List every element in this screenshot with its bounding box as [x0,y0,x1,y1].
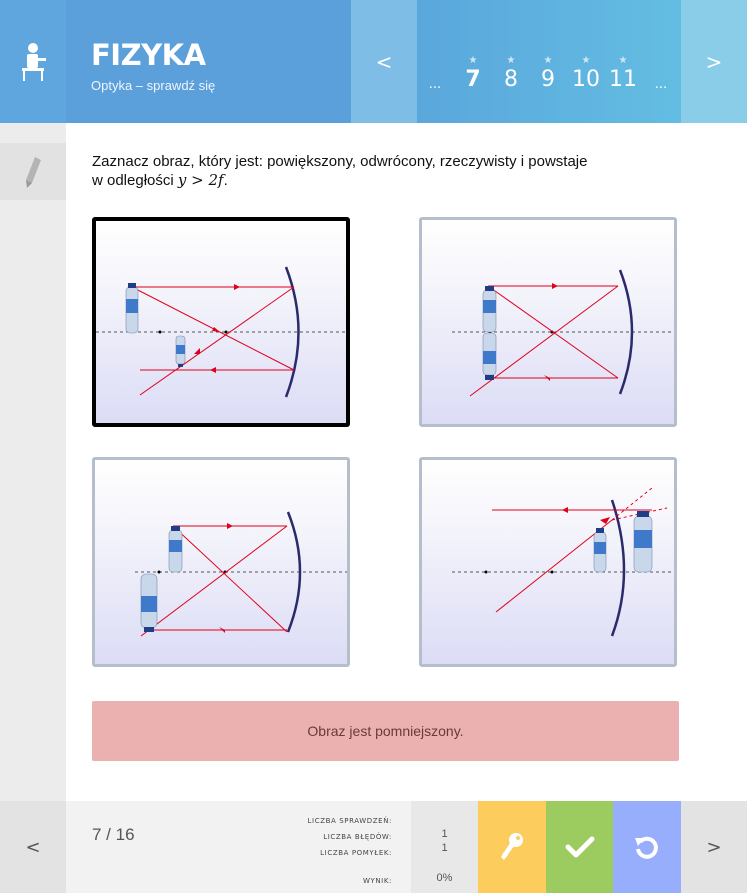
bottle-image [483,333,496,380]
answer-option-d[interactable] [419,457,677,667]
next-exercise-button[interactable]: > [681,801,747,893]
question-math: y > 2f [177,171,224,189]
page-nav-item-10[interactable]: ★ 10 [572,55,600,92]
bottle-object [169,526,182,572]
star-icon: ★ [506,55,516,66]
star-icon: ★ [618,55,628,66]
errors-label: LICZBA BŁĘDÓW: [323,833,392,841]
key-icon [499,832,525,862]
prev-exercise-button[interactable]: < [0,801,66,893]
page-nav-item-11[interactable]: ★ 11 [609,55,637,92]
bottle-object [483,286,496,332]
app-subtitle: Optyka – sprawdź się [91,78,216,93]
notes-button[interactable] [0,143,66,200]
page-nav-dots-left[interactable]: ... [428,77,442,92]
question-line-1: Zaznacz obraz, który jest: powiększony, odwrócony, rzeczywisty i powstaje [92,153,588,170]
star-icon: ★ [581,55,591,66]
errors-value: 1 [441,828,448,840]
question-text [92,152,692,190]
footer [0,801,747,893]
mistakes-value: 1 [441,842,448,854]
answer-option-c[interactable] [92,457,350,667]
answer-option-a[interactable] [92,217,350,427]
page-nav-dots-right[interactable]: ... [654,77,668,92]
star-icon: ★ [543,55,553,66]
bottle-image [141,574,157,632]
check-answer-button[interactable] [546,801,613,893]
student-icon [0,0,66,123]
page-nav-item-8[interactable]: ★ 8 [496,55,526,105]
page-nav-item-7[interactable]: ★ 7 [458,55,488,105]
title-box [66,0,351,123]
reset-icon [634,834,660,860]
show-answer-button[interactable] [478,801,546,893]
stats-labels [260,813,392,889]
exercise-counter: 7 / 16 [92,825,135,844]
question-line-2: w odległości y > 2f. [92,171,228,189]
stats-values [411,801,478,893]
page-next-button[interactable]: > [681,0,747,123]
page-nav-item-9[interactable]: ★ 9 [533,55,563,105]
result-value: 0% [436,872,453,884]
result-label: WYNIK: [362,877,392,885]
header [0,0,747,123]
checks-label: LICZBA SPRAWDZEŃ: [307,817,392,825]
feedback-message: Obraz jest pomniejszony. [92,701,679,761]
app-title: FIZYKA [91,38,206,72]
bottle-image [176,336,185,367]
page-nav [417,0,681,123]
page-prev-button[interactable]: < [351,0,417,123]
left-rail [0,123,66,801]
mistakes-label: LICZBA POMYŁEK: [320,849,392,857]
check-icon [565,835,595,859]
bottle-object [126,283,138,333]
star-icon: ★ [468,55,478,66]
reset-button[interactable] [613,801,681,893]
bottle-object [594,528,606,572]
pencil-icon [23,155,43,189]
bottle-image [634,511,652,572]
answer-option-b[interactable] [419,217,677,427]
